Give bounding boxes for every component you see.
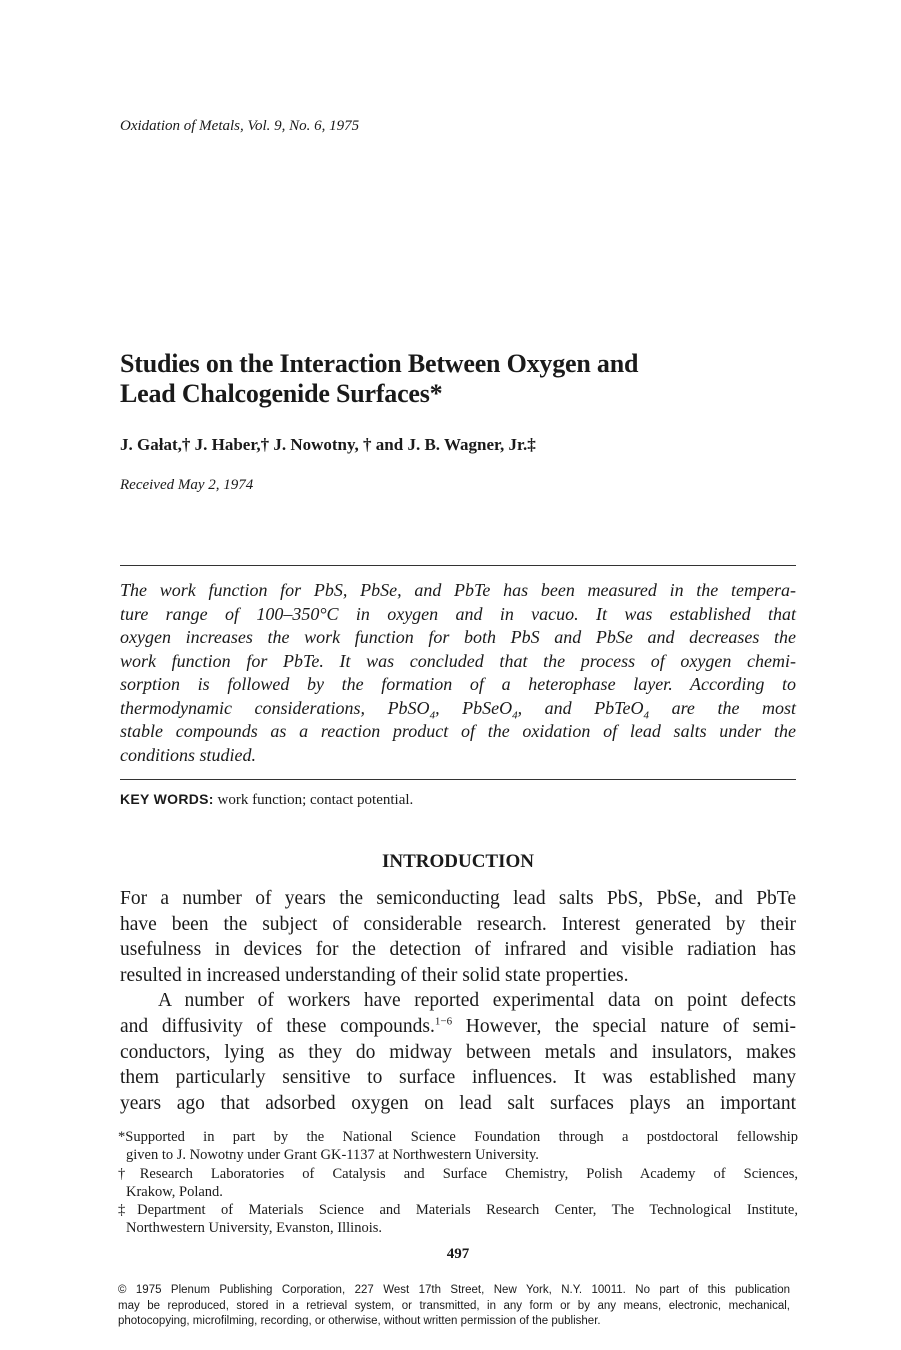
abstract-line: stable compounds as a reaction product of the oxidation of lead salts under the bbox=[120, 721, 796, 741]
abstract-top-rule bbox=[120, 565, 796, 566]
subscript: 4 bbox=[512, 709, 518, 722]
footnote-line: Northwestern University, Evanston, Illinois. bbox=[126, 1220, 382, 1237]
abstract-line-formulas bbox=[120, 697, 796, 721]
body-line: resulted in increased understanding of their solid state properties. bbox=[120, 964, 629, 986]
copyright-notice bbox=[118, 1283, 790, 1330]
copyright-line: © 1975 Plenum Publishing Corporation, 227 West 17th Street, New York, N.Y. 10011. No part of this publication bbox=[118, 1284, 790, 1296]
footnote-line: ‡Department of Materials Science and Materials Research Center, The Technological Institute, bbox=[118, 1202, 798, 1219]
introduction-body bbox=[120, 886, 796, 1116]
key-words-label: KEY WORDS: bbox=[120, 791, 214, 807]
abstract-line: sorption is followed by the formation of a heterophase layer. According to bbox=[120, 674, 796, 694]
subscript: 4 bbox=[643, 709, 650, 722]
copyright-line: may be reproduced, stored in a retrieval system, or transmitted, in any form or by any means, electronic, mechanical, bbox=[118, 1299, 790, 1312]
abstract-line: ture range of 100–350°C in oxygen and in vacuo. It was established that bbox=[120, 603, 796, 624]
abstract-line: The work function for PbS, PbSe, and PbTe has been measured in the tempera- bbox=[120, 580, 796, 600]
title-line-2: Lead Chalcogenide Surfaces* bbox=[120, 379, 443, 408]
body-line: A number of workers have reported experimental data on point defects bbox=[158, 990, 796, 1012]
abstract bbox=[120, 579, 796, 767]
body-text: However, the special nature of semi- bbox=[452, 1015, 796, 1037]
key-words-text: work function; contact potential. bbox=[213, 792, 414, 808]
article-title bbox=[120, 349, 800, 409]
page-number: 497 bbox=[446, 1246, 470, 1262]
body-line: For a number of years the semiconducting lead salts PbS, PbSe, and PbTe bbox=[120, 888, 796, 909]
abstract-line: conditions studied. bbox=[120, 744, 256, 765]
footnote-line: *Supported in part by the National Science Foundation through a postdoctoral fellowship bbox=[118, 1129, 798, 1145]
footnote-line: †Research Laboratories of Catalysis and Surface Chemistry, Polish Academy of Sciences, bbox=[118, 1165, 798, 1182]
journal-citation: Oxidation of Metals, Vol. 9, No. 6, 1975 bbox=[120, 118, 360, 134]
footnote-line: given to J. Nowotny under Grant GK-1137 at Northwestern University. bbox=[126, 1147, 539, 1164]
citation-reference: 1−6 bbox=[434, 1015, 453, 1028]
footnote-line: Krakow, Poland. bbox=[126, 1183, 223, 1200]
key-words bbox=[120, 791, 413, 809]
body-line: usefulness in devices for the detection of infrared and visible radiation has bbox=[120, 939, 796, 961]
received-date: Received May 2, 1974 bbox=[120, 477, 254, 493]
abstract-line: oxygen increases the work function for both PbS and PbSe and decreases the bbox=[120, 627, 796, 647]
abstract-bottom-rule bbox=[120, 779, 796, 780]
title-line-1: Studies on the Interaction Between Oxygen and bbox=[120, 349, 639, 378]
body-line: conductors, lying as they do midway between metals and insulators, makes bbox=[120, 1041, 796, 1063]
body-line: have been the subject of considerable research. Interest generated by their bbox=[120, 913, 796, 935]
copyright-line: photocopying, microfilming, recording, or otherwise, without written permission of the publisher. bbox=[118, 1315, 601, 1327]
abstract-text: thermodynamic considerations, PbSO bbox=[120, 697, 430, 718]
abstract-text: , and PbTeO bbox=[517, 697, 644, 718]
body-text: and diffusivity of these compounds. bbox=[120, 1015, 435, 1037]
body-line: them particularly sensitive to surface influences. It was established many bbox=[120, 1067, 796, 1089]
author-list: J. Gałat,† J. Haber,† J. Nowotny, † and J. B. Wagner, Jr.‡ bbox=[120, 435, 536, 454]
abstract-text: , PbSeO bbox=[435, 697, 513, 718]
subscript: 4 bbox=[429, 709, 436, 722]
abstract-text: are the most bbox=[649, 697, 796, 718]
abstract-line: work function for PbTe. It was concluded that the process of oxygen chemi- bbox=[120, 650, 796, 671]
body-line-citation bbox=[120, 1014, 796, 1040]
body-line: years ago that adsorbed oxygen on lead salt surfaces plays an important bbox=[120, 1092, 796, 1114]
footnotes bbox=[118, 1128, 798, 1238]
section-heading-introduction: INTRODUCTION bbox=[381, 851, 535, 872]
